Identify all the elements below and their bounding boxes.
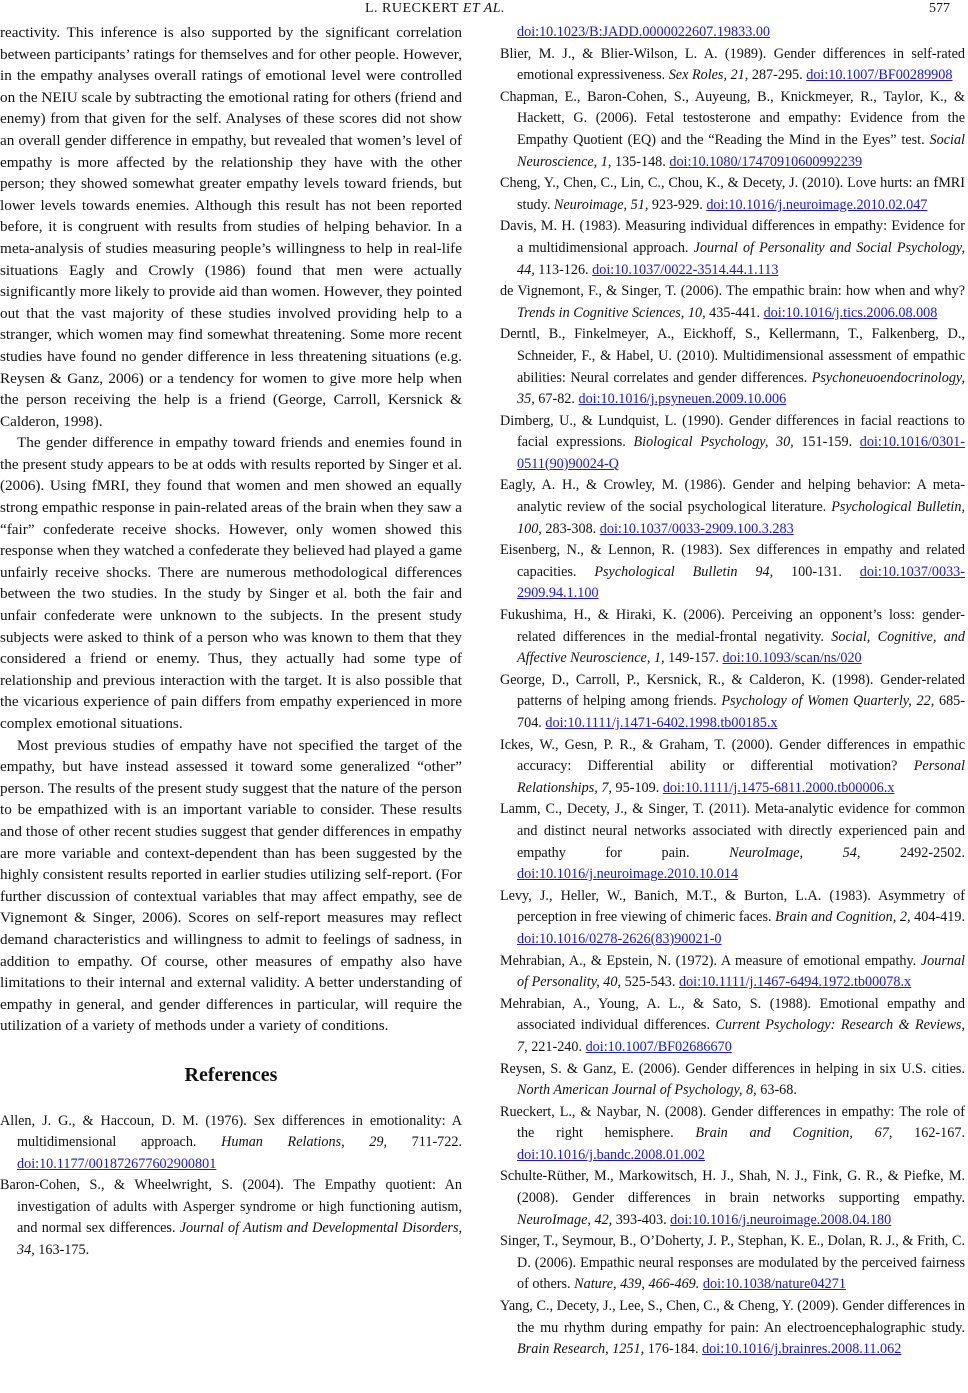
- reference-authors-title: Chapman, E., Baron-Cohen, S., Auyeung, B., Knickmeyer, R., Taylor, K., & Hackett, G. (2006). Fetal testosterone and empathy: Evidence from the Empathy Quotient (EQ) and the “Reading the Mind in the Eyes” test.: [500, 88, 965, 148]
- reference-journal: Journal of Personality and Social Psychology, 44,: [517, 239, 965, 278]
- reference-journal: NeuroImage, 54,: [729, 844, 861, 861]
- reference-entry: [500, 216, 965, 281]
- reference-pages: 435-441.: [705, 304, 764, 321]
- reference-journal: Journal of Personality, 40,: [517, 952, 965, 991]
- reference-journal: Personal Relationships, 7,: [517, 758, 965, 796]
- reference-authors-title: Cheng, Y., Chen, C., Lin, C., Chou, K., & Decety, J. (2010). Love hurts: an fMRI study.: [500, 175, 965, 213]
- reference-pages: 95-109.: [611, 779, 663, 796]
- reference-journal: Psychological Bulletin 94,: [594, 563, 774, 580]
- reference-authors-title: Singer, T., Seymour, B., O’Doherty, J. P., Stephan, K. E., Dolan, R. J., & Frith, C. D. (2006). Empathic neural responses are modulated by the perceived fairness of others.: [500, 1233, 965, 1293]
- doi-link[interactable]: doi:10.1038/nature04271: [702, 1276, 846, 1293]
- reference-journal: Nature, 439, 466-469.: [574, 1276, 700, 1293]
- reference-pages: 711-722.: [387, 1134, 462, 1151]
- reference-journal: Current Psychology: Research & Reviews, 7,: [517, 1017, 966, 1055]
- reference-entry: [500, 324, 965, 410]
- reference-entry: [500, 951, 965, 994]
- reference-pages: 176-184.: [644, 1341, 703, 1358]
- reference-entry: [500, 605, 965, 670]
- doi-link[interactable]: doi:10.1016/j.neuroimage.2010.02.047: [706, 196, 928, 213]
- reference-journal: Social, Cognitive, and Affective Neuroscience, 1,: [517, 628, 965, 667]
- doi-link[interactable]: doi:10.1016/j.psyneuen.2009.10.006: [578, 391, 787, 408]
- reference-journal: Brain and Cognition, 2: [775, 909, 907, 926]
- doi-link[interactable]: doi:10.1111/j.1467-6494.1972.tb00078.x: [678, 974, 912, 991]
- reference-authors-title: Mehrabian, A., & Epstein, N. (1972). A measure of emotional empathy.: [500, 952, 921, 969]
- reference-entry: [500, 1059, 965, 1102]
- reference-entry: [500, 994, 965, 1059]
- running-head: L. RUECKERT ET AL.: [365, 1, 506, 16]
- reference-journal: Brain Research, 1251,: [517, 1341, 645, 1358]
- reference-authors-title: Baron-Cohen, S., & Wheelwright, S. (2004). The Empathy quotient: An investigation of adults with Asperger syndrome or high functioning autism, and normal sex differences.: [0, 1177, 462, 1237]
- reference-authors-title: George, D., Carroll, P., Kersnick, R., & Calderon, K. (1998). Gender-related patterns of helping among friends.: [500, 671, 965, 710]
- body-paragraph: Most previous studies of empathy have not specified the target of the empathy, but have instead assessed it toward some generalized “other” person. The results of the present study suggest that the nature of the person to be empathized with is an important variable to consider. These results and those of other recent studies suggest that gender differences in empathy are more variable and context-dependent than has been suggested by the highly consistent results reported in earlier studies utilizing self-report. (For further discussion of contextual variables that may affect empathy, see de Vignemont & Singer, 2006). Scores on self-report measures may reflect demand characteristics and willingness to admit to feelings of sadness, in addition to empathy. Of course, other measures of empathy also have limitations to their internal and external validity. A better understanding of empathy in general, and gender differences in particular, will require the utilization of a variety of methods under a variety of conditions.: [0, 736, 462, 1035]
- reference-authors-title: Derntl, B., Finkelmeyer, A., Eickhoff, S., Kellermann, T., Falkenberg, D., Schneider, F., & Habel, U. (2010). Multidimensional assessment of empathic abilities: Neural correlates and gender differences.: [500, 326, 965, 386]
- reference-authors-title: Dimberg, U., & Lundquist, L. (1990). Gender differences in facial reactions to facial expressions.: [500, 412, 965, 451]
- reference-pages: 221-240.: [527, 1038, 586, 1055]
- reference-entry: [500, 411, 965, 476]
- doi-link[interactable]: doi:10.1177/001872677602900801: [17, 1155, 217, 1172]
- body-paragraph: The gender difference in empathy toward friends and enemies found in the present study appears to be at odds with results reported by Singer et al. (2006). Using fMRI, they found that women and men showed an equally strong empathic response in pain-related areas of the brain when they saw a “fair” confederate receive shocks. However, only women showed this response when they watched a confederate they believed had played a game unfairly receive shocks. There are numerous methodological differences between the two studies. In the study by Singer et al. both the fair and unfair confederate were unknown to the subjects. In the present study subjects were asked to think of a person who was known to them that they considered a friend or enemy. Thus, they actually had some type of relationship and previous interaction with the target. It is also possible that the vicarious experience of pain differs from empathy experienced in more complex emotional situations.: [0, 434, 462, 732]
- reference-pages: 283-308.: [541, 520, 600, 537]
- reference-pages: 393-403.: [612, 1211, 671, 1228]
- reference-authors-title: Fukushima, H., & Hiraki, K. (2006). Perceiving an opponent’s loss: gender-related differences in the medial-frontal negativity.: [500, 607, 965, 645]
- reference-authors-title: Levy, J., Heller, W., Banich, M.T., & Burton, L.A. (1983). Asymmetry of perception in free viewing of chimeric faces.: [500, 887, 965, 926]
- reference-pages: 525-543.: [621, 974, 679, 991]
- reference-authors-title: Blier, M. J., & Blier-Wilson, L. A. (1989). Gender differences in self-rated emotional expressiveness.: [500, 45, 965, 84]
- doi-link[interactable]: doi:10.1080/17470910600992239: [669, 153, 863, 170]
- reference-entry: [500, 87, 965, 173]
- doi-link[interactable]: doi:10.1037/0033-2909.100.3.283: [599, 520, 794, 537]
- reference-journal: Sex Roles, 21,: [668, 67, 749, 84]
- reference-authors-title: Eagly, A. H., & Crowley, M. (1986). Gender and helping behavior: A meta-analytic review of the social psychological literature.: [500, 477, 965, 516]
- reference-authors-title: Davis, M. H. (1983). Measuring individual differences in empathy: Evidence for a multidimensional approach.: [500, 218, 965, 256]
- reference-journal: North American Journal of Psychology, 8,: [517, 1082, 757, 1099]
- reference-entry: [500, 670, 965, 735]
- doi-link[interactable]: doi:10.1016/j.neuroimage.2008.04.180: [670, 1211, 892, 1228]
- reference-authors-title: Ickes, W., Gesn, P. R., & Graham, T. (2000). Gender differences in empathic accuracy: Differential ability or differential motivation?: [500, 736, 965, 775]
- reference-entry: [500, 475, 965, 540]
- reference-journal: Psychology of Women Quarterly, 22,: [721, 693, 935, 710]
- left-column: [0, 22, 462, 1262]
- reference-pages: 149-157.: [664, 650, 723, 667]
- reference-pages: 162-167.: [892, 1125, 965, 1142]
- reference-pages: 63-68.: [756, 1082, 797, 1099]
- doi-link[interactable]: doi:10.1037/0033-2909.94.1.100: [517, 563, 965, 602]
- doi-link[interactable]: doi:10.1111/j.1475-6811.2000.tb00006.x: [662, 779, 895, 796]
- reference-entry: [500, 540, 965, 605]
- reference-authors-title: Eisenberg, N., & Lennon, R. (1983). Sex differences in empathy and related capacities.: [500, 542, 965, 580]
- reference-list-right: [500, 44, 965, 1361]
- doi-link[interactable]: doi:10.1007/BF00289908: [806, 67, 953, 84]
- reference-entry: [500, 173, 965, 216]
- reference-pages: 100-131.: [773, 563, 860, 580]
- reference-authors-title: Yang, C., Decety, J., Lee, S., Chen, C., & Cheng, Y. (2009). Gender differences in the mu rhythm during empathy for pain: An electroencephalographic study.: [500, 1298, 965, 1336]
- doi-link[interactable]: doi:10.1016/j.brainres.2008.11.062: [702, 1341, 902, 1358]
- reference-journal: Neuroimage, 51,: [553, 196, 649, 213]
- reference-entry: [500, 886, 965, 951]
- reference-list-left: [0, 1111, 462, 1262]
- doi-link[interactable]: doi:10.1016/j.bandc.2008.01.002: [517, 1146, 705, 1163]
- doi-link[interactable]: doi:10.1016/0301-0511(90)90024-Q: [517, 434, 966, 472]
- doi-link[interactable]: doi:10.1023/B:JADD.0000022607.19833.00: [517, 24, 771, 40]
- reference-pages: 163-175.: [34, 1242, 90, 1259]
- reference-journal: Trends in Cognitive Sciences, 10,: [517, 304, 706, 321]
- reference-journal: Biological Psychology, 30,: [633, 434, 794, 451]
- reference-journal: Psychological Bulletin, 100,: [517, 499, 966, 537]
- reference-entry: [500, 1296, 965, 1361]
- reference-entry: [500, 44, 965, 87]
- reference-journal: NeuroImage, 42,: [517, 1211, 613, 1228]
- reference-pages: 287-295.: [748, 67, 807, 84]
- reference-entry: [500, 1166, 965, 1231]
- doi-link[interactable]: doi:10.1093/scan/ns/020: [722, 650, 862, 667]
- reference-journal: Social Neuroscience, 1,: [517, 131, 965, 170]
- reference-authors-title: Lamm, C., Decety, J., & Singer, T. (2011). Meta-analytic evidence for common and distinct neural networks associated with directly experienced pain and empathy for pain.: [500, 801, 965, 861]
- reference-pages: 923-929.: [648, 196, 707, 213]
- doi-link[interactable]: doi:10.1037/0022-3514.44.1.113: [592, 261, 779, 278]
- doi-link[interactable]: doi:10.1016/j.tics.2006.08.008: [763, 304, 938, 321]
- reference-entry: [500, 735, 965, 800]
- references-heading: References: [184, 1063, 278, 1086]
- reference-entry: [0, 1175, 462, 1261]
- reference-pages: 151-159.: [793, 434, 860, 451]
- reference-pages: 113-126.: [534, 261, 593, 278]
- reference-entry: [500, 1231, 965, 1296]
- reference-pages: 67-82.: [534, 391, 579, 408]
- doi-link[interactable]: doi:10.1016/0278-2626(83)90021-0: [517, 930, 722, 947]
- doi-link[interactable]: doi:10.1111/j.1471-6402.1998.tb00185.x: [545, 715, 778, 731]
- reference-authors-title: Rueckert, L., & Naybar, N. (2008). Gender differences in empathy: The role of the right hemisphere.: [500, 1103, 965, 1142]
- reference-entry: [500, 1102, 965, 1167]
- reference-authors-title: de Vignemont, F., & Singer, T. (2006). The empathic brain: how when and why?: [500, 283, 965, 300]
- reference-entry: [500, 281, 965, 324]
- reference-entry: [500, 799, 965, 885]
- doi-link[interactable]: doi:10.1016/j.neuroimage.2010.10.014: [517, 866, 739, 883]
- reference-entry: [0, 1111, 462, 1176]
- body-paragraph: reactivity. This inference is also supported by the significant correlation between participants’ ratings for themselves and for other people. However, in the empathy analyses overall ratings of emotional level were controlled on the NEIU scale by subtracting the emotional rating for others (friend and enemy) from that given for the self. Analyses of these scores did not show an overall gender difference in empathy, but revealed that women’s level of empathy is more affected by the relationship they have with the other person; they showed somewhat greater empathy levels toward friends, but lower levels towards enemies. Although this result has not been reported before, it is congruent with results from studies of helping behavior. In a meta-analysis of studies measuring people’s willingness to help in real-life situations Eagly and Crowly (1986) found that men were actually significantly more likely to provide aid than women. However, they pointed out that the vast majority of these studies involved providing help to a stranger, which women may find somewhat threatening. Some more recent studies have found no gender difference in less threatening situations (e.g. Reysen & Ganz, 2006) or a tendency for women to give more help when the person receiving the help is a friend (George, Carroll, Kersnick & Calderon, 1998).: [0, 24, 462, 430]
- reference-journal: Human Relations, 29,: [221, 1134, 388, 1151]
- reference-authors-title: Allen, J. G., & Haccoun, D. M. (1976). Sex differences in emotionality: A multidimensional approach.: [0, 1112, 462, 1151]
- reference-pages: 135-148.: [611, 153, 670, 170]
- doi-link[interactable]: doi:10.1007/BF02686670: [585, 1038, 732, 1055]
- reference-journal: Brain and Cognition, 67,: [695, 1125, 893, 1142]
- reference-authors-title: Mehrabian, A., Young, A. L., & Sato, S. (1988). Emotional empathy and associated individual differences.: [500, 995, 965, 1034]
- reference-pages: 685-704.: [517, 693, 965, 731]
- right-column: [500, 22, 965, 1361]
- reference-journal: Psychoneuoendocrinology, 35,: [517, 369, 965, 408]
- reference-authors-title: Schulte-Rüther, M., Markowitsch, H. J., Shah, N. J., Fink, G. R., & Piefke, M. (2008). Gender differences in brain networks supporting empathy.: [500, 1168, 965, 1207]
- reference-pages: , 404-419.: [907, 909, 966, 926]
- page-number: 577: [929, 1, 950, 16]
- reference-journal: Journal of Autism and Developmental Disorders, 34,: [17, 1220, 463, 1259]
- page-header: [0, 0, 968, 22]
- reference-authors-title: Reysen, S. & Ganz, E. (2006). Gender differences in helping in six U.S. cities.: [500, 1060, 965, 1077]
- reference-pages: 2492-2502.: [860, 844, 965, 861]
